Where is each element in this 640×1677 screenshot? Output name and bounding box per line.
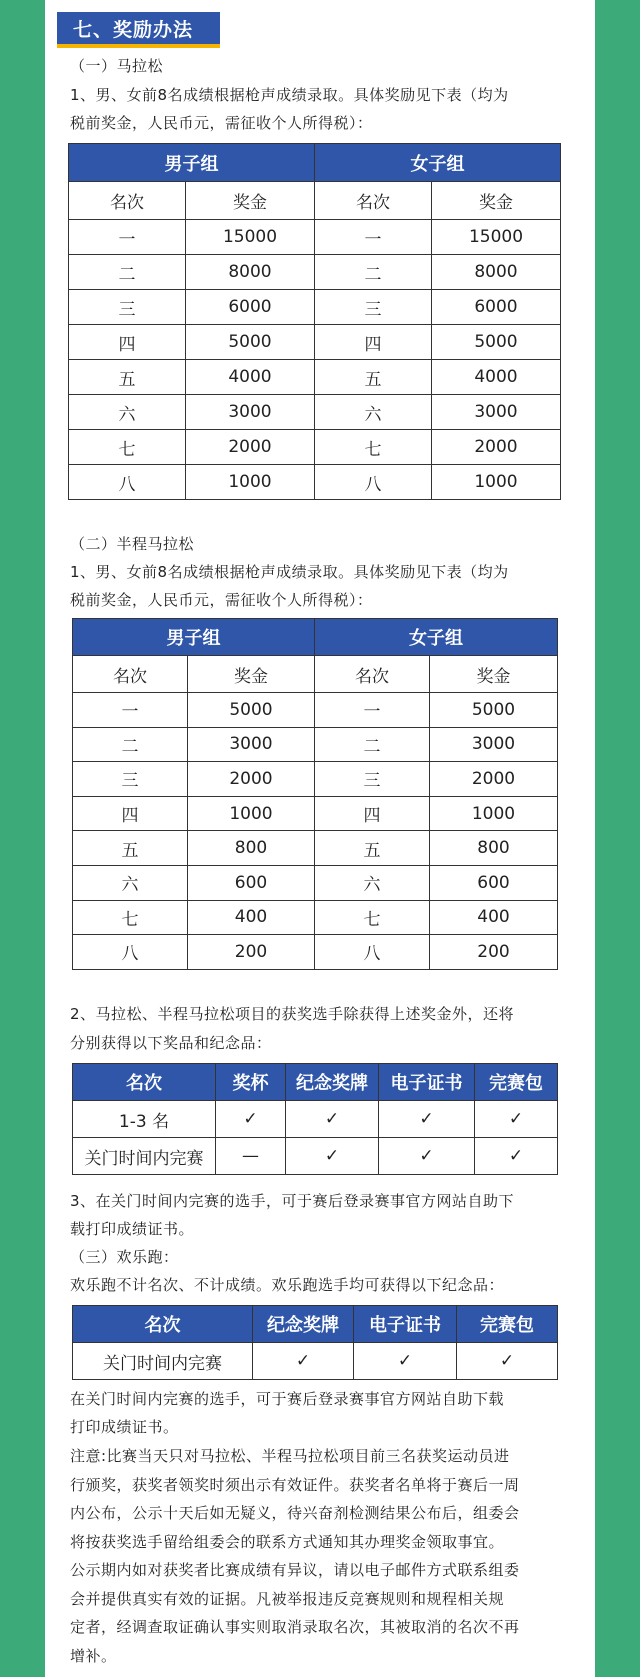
rank-cell: 二: [315, 255, 432, 290]
female-prize-cell: 2000: [430, 762, 558, 797]
fun-run-header-certificate: 电子证书: [354, 1306, 457, 1343]
check-icon: ✓: [253, 1343, 354, 1380]
table-row: [69, 290, 561, 325]
rank-cell: 二: [69, 255, 186, 290]
rank-cell: 七: [69, 430, 186, 465]
female-prize-cell: 200: [430, 935, 558, 970]
rank-cell: 四: [73, 796, 188, 831]
female-prize-cell: 1000: [430, 796, 558, 831]
male-prize-cell: 3000: [186, 395, 315, 430]
fun-run-cell-rank: 关门时间内完赛: [73, 1343, 253, 1380]
rank-cell: 五: [315, 360, 432, 395]
column-header-rank: 名次: [73, 656, 188, 693]
half-marathon-heading: （二）半程马拉松: [70, 535, 195, 553]
marathon-intro-line2: 税前奖金，人民币元，需征收个人所得税）：: [70, 114, 373, 132]
male-prize-cell: 5000: [188, 693, 315, 728]
rank-cell: 八: [315, 935, 430, 970]
rank-cell: 三: [69, 290, 186, 325]
female-prize-cell: 400: [430, 900, 558, 935]
awards-header-medal: 纪念奖牌: [286, 1064, 379, 1101]
notice-line: 行颁奖，获奖者领奖时须出示有效证件。获奖者名单将于赛后一周: [70, 1475, 520, 1494]
female-prize-cell: 5000: [432, 325, 561, 360]
table-row: [73, 693, 558, 728]
column-header-rank: 名次: [315, 656, 430, 693]
check-icon: ✓: [286, 1101, 379, 1138]
table-row: [69, 430, 561, 465]
female-prize-cell: 8000: [432, 255, 561, 290]
rank-cell: 一: [69, 220, 186, 255]
check-icon: ✓: [379, 1101, 475, 1138]
rank-cell: 八: [73, 935, 188, 970]
fun-run-note-line2: 打印成绩证书。: [70, 1418, 179, 1436]
column-header-prize: 奖金: [432, 182, 561, 220]
awards-header-finisher-pack: 完赛包: [475, 1064, 558, 1101]
column-header-rank: 名次: [69, 182, 186, 220]
certificate-note-line1: 3、在关门时间内完赛的选手，可于赛后登录赛事官方网站自助下: [70, 1192, 515, 1210]
table-row: [69, 220, 561, 255]
table-row: [73, 1101, 558, 1138]
half-marathon-intro-line1: 1、男、女前8名成绩根据枪声成绩录取。具体奖励见下表（均为: [70, 563, 509, 581]
fun-run-intro: 欢乐跑不计名次、不计成绩。欢乐跑选手均可获得以下纪念品：: [70, 1276, 505, 1294]
male-prize-cell: 3000: [188, 727, 315, 762]
rank-cell: 二: [73, 727, 188, 762]
male-prize-cell: 200: [188, 935, 315, 970]
female-group-header: 女子组: [315, 144, 561, 182]
awards-intro-line1: 2、马拉松、半程马拉松项目的获奖选手除获得上述奖金外，还将: [70, 1005, 515, 1023]
awards-cell-rank: 1-3 名: [73, 1101, 216, 1138]
notice-line: 会并提供真实有效的证据。凡被举报违反竞赛规则和规程相关规: [70, 1589, 505, 1608]
male-prize-cell: 4000: [186, 360, 315, 395]
notice-line: 注意:比赛当天只对马拉松、半程马拉松项目前三名获奖运动员进: [70, 1447, 510, 1465]
document-page: [45, 0, 595, 1677]
rank-cell: 四: [315, 325, 432, 360]
table-row: [69, 325, 561, 360]
rank-cell: 六: [69, 395, 186, 430]
rank-cell: 一: [315, 693, 430, 728]
fun-run-header-medal: 纪念奖牌: [253, 1306, 354, 1343]
check-icon: ✓: [354, 1343, 457, 1380]
column-header-prize: 奖金: [186, 182, 315, 220]
dash-icon: —: [216, 1138, 286, 1175]
rank-cell: 四: [315, 796, 430, 831]
rank-cell: 八: [69, 465, 186, 500]
female-prize-cell: 3000: [432, 395, 561, 430]
awards-cell-rank: 关门时间内完赛: [73, 1138, 216, 1175]
rank-cell: 三: [315, 290, 432, 325]
male-prize-cell: 1000: [188, 796, 315, 831]
check-icon: ✓: [286, 1138, 379, 1175]
female-prize-cell: 4000: [432, 360, 561, 395]
marathon-heading: （一）马拉松: [70, 57, 164, 75]
rank-cell: 六: [315, 865, 430, 900]
notice-line: 定者，经调查取证确认事实则取消录取名次，其被取消的名次不再: [70, 1618, 520, 1636]
table-row: [73, 865, 558, 900]
male-prize-cell: 6000: [186, 290, 315, 325]
male-prize-cell: 5000: [186, 325, 315, 360]
male-prize-cell: 2000: [188, 762, 315, 797]
table-row: [73, 831, 558, 866]
marathon-prize-table: [68, 143, 561, 500]
fun-run-note-line1: 在关门时间内完赛的选手，可于赛后登录赛事官方网站自助下载: [70, 1390, 505, 1408]
rank-cell: 七: [315, 900, 430, 935]
fun-run-header-finisher-pack: 完赛包: [457, 1306, 558, 1343]
male-prize-cell: 800: [188, 831, 315, 866]
section-title: 七、奖励办法: [57, 12, 220, 48]
male-prize-cell: 400: [188, 900, 315, 935]
table-row: [73, 762, 558, 797]
female-prize-cell: 600: [430, 865, 558, 900]
fun-run-table: [72, 1305, 558, 1380]
check-icon: ✓: [475, 1101, 558, 1138]
table-row: [69, 395, 561, 430]
male-prize-cell: 600: [188, 865, 315, 900]
rank-cell: 三: [73, 762, 188, 797]
check-icon: ✓: [379, 1138, 475, 1175]
rank-cell: 三: [315, 762, 430, 797]
fun-run-heading: （三）欢乐跑：: [70, 1248, 179, 1266]
female-prize-cell: 1000: [432, 465, 561, 500]
table-row: [73, 727, 558, 762]
awards-header-trophy: 奖杯: [216, 1064, 286, 1101]
certificate-note-line2: 载打印成绩证书。: [70, 1220, 195, 1238]
male-prize-cell: 2000: [186, 430, 315, 465]
male-group-header: 男子组: [73, 619, 315, 656]
rank-cell: 七: [73, 900, 188, 935]
table-row: [73, 796, 558, 831]
rank-cell: 一: [315, 220, 432, 255]
half-marathon-prize-table: [72, 618, 558, 970]
column-header-prize: 奖金: [188, 656, 315, 693]
rank-cell: 八: [315, 465, 432, 500]
check-icon: ✓: [475, 1138, 558, 1175]
rank-cell: 五: [73, 831, 188, 866]
male-prize-cell: 15000: [186, 220, 315, 255]
female-prize-cell: 5000: [430, 693, 558, 728]
male-prize-cell: 8000: [186, 255, 315, 290]
male-group-header: 男子组: [69, 144, 315, 182]
table-row: [73, 935, 558, 970]
notice-line: 将按获奖选手留给组委会的联系方式通知其办理奖金领取事宜。: [70, 1532, 505, 1551]
awards-header-rank: 名次: [73, 1064, 216, 1101]
column-header-prize: 奖金: [430, 656, 558, 693]
table-row: [69, 465, 561, 500]
female-group-header: 女子组: [315, 619, 558, 656]
rank-cell: 五: [69, 360, 186, 395]
female-prize-cell: 800: [430, 831, 558, 866]
rank-cell: 六: [315, 395, 432, 430]
table-row: [73, 1343, 558, 1380]
marathon-intro-line1: 1、男、女前8名成绩根据枪声成绩录取。具体奖励见下表（均为: [70, 86, 509, 104]
female-prize-cell: 3000: [430, 727, 558, 762]
notice-line: 公示期内如对获奖者比赛成绩有异议，请以电子邮件方式联系组委: [70, 1561, 520, 1579]
notice-line: 内公布，公示十天后如无疑义，待兴奋剂检测结果公布后，组委会: [70, 1504, 520, 1522]
table-row: [69, 360, 561, 395]
table-row: [69, 255, 561, 290]
notice-line: 增补。: [70, 1646, 117, 1665]
rank-cell: 七: [315, 430, 432, 465]
rank-cell: 六: [73, 865, 188, 900]
awards-intro-line2: 分别获得以下奖品和纪念品：: [70, 1034, 272, 1052]
awards-table: [72, 1063, 558, 1175]
table-row: [73, 1138, 558, 1175]
awards-header-certificate: 电子证书: [379, 1064, 475, 1101]
female-prize-cell: 15000: [432, 220, 561, 255]
female-prize-cell: 2000: [432, 430, 561, 465]
rank-cell: 五: [315, 831, 430, 866]
check-icon: ✓: [457, 1343, 558, 1380]
male-prize-cell: 1000: [186, 465, 315, 500]
rank-cell: 四: [69, 325, 186, 360]
table-row: [73, 900, 558, 935]
column-header-rank: 名次: [315, 182, 432, 220]
female-prize-cell: 6000: [432, 290, 561, 325]
fun-run-header-rank: 名次: [73, 1306, 253, 1343]
rank-cell: 二: [315, 727, 430, 762]
check-icon: ✓: [216, 1101, 286, 1138]
rank-cell: 一: [73, 693, 188, 728]
half-marathon-intro-line2: 税前奖金，人民币元，需征收个人所得税）：: [70, 591, 373, 609]
